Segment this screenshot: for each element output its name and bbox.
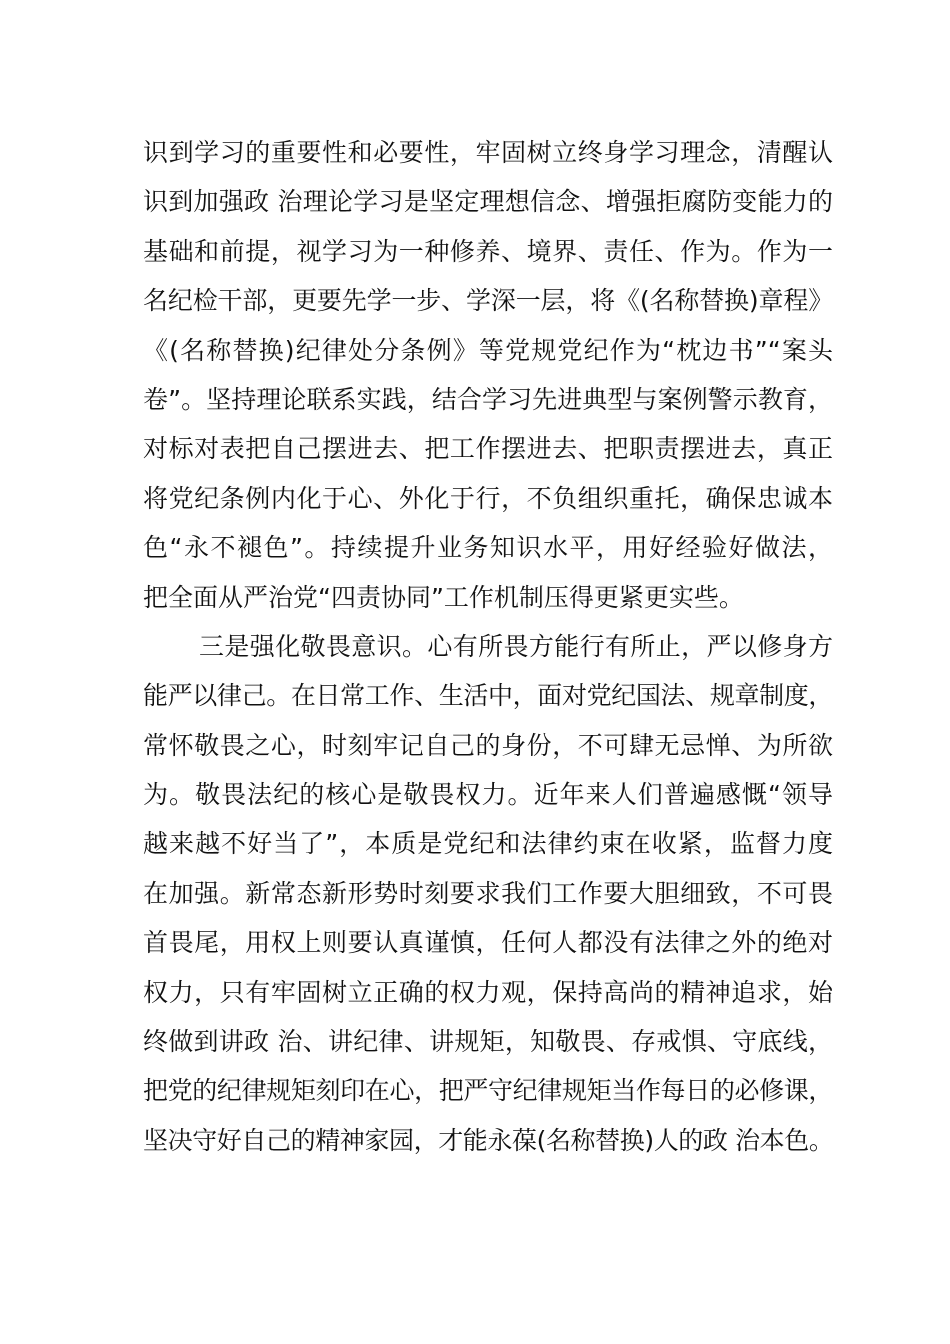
paragraph-three: [143, 622, 833, 1165]
paragraph-continued: [143, 128, 833, 622]
text-line: 坚决守好自己的精神家园，才能永葆(名称替换)人的政 治本色。: [143, 1125, 834, 1155]
text-line: 在加强。新常态新形势时刻要求我们工作要大胆细致，不可畏: [143, 878, 833, 908]
text-line: 常怀敬畏之心，时刻牢记自己的身份，不可肆无忌惮、为所欲: [143, 730, 833, 760]
text-line: 将党纪条例内化于心、外化于行，不负组织重托，确保忠诚本: [143, 483, 833, 513]
text-line: 越来越不好当了”，本质是党纪和法律约束在收紧，监督力度: [143, 829, 833, 859]
text-line: 把党的纪律规矩刻印在心，把严守纪律规矩当作每日的必修课，: [143, 1076, 833, 1106]
document-body: [143, 128, 833, 1165]
text-line: 权力，只有牢固树立正确的权力观，保持高尚的精神追求，始: [143, 977, 833, 1007]
text-line: 色“永不褪色”。持续提升业务知识水平，用好经验好做法，: [143, 533, 833, 563]
text-line: 卷”。坚持理论联系实践，结合学习先进典型与案例警示教育，: [143, 384, 833, 414]
text-line: 终做到讲政 治、讲纪律、讲规矩，知敬畏、存戒惧、守底线，: [143, 1027, 833, 1057]
text-line: 识到学习的重要性和必要性，牢固树立终身学习理念，清醒认: [143, 138, 833, 167]
text-line: 基础和前提，视学习为一种修养、境界、责任、作为。作为一: [143, 236, 833, 266]
text-line: 为。敬畏法纪的核心是敬畏权力。近年来人们普遍感慨“领导: [143, 780, 833, 810]
text-line: 把全面从严治党“四责协同”工作机制压得更紧更实些。: [143, 582, 744, 612]
text-line: 对标对表把自己摆进去、把工作摆进去、把职责摆进去，真正: [143, 434, 833, 464]
text-line: 三是强化敬畏意识。心有所畏方能行有所止，严以修身方: [199, 631, 833, 661]
text-line: 识到加强政 治理论学习是坚定理想信念、增强拒腐防变能力的: [143, 187, 833, 217]
text-line: 《(名称替换)纪律处分条例》等党规党纪作为“枕边书”“案头: [143, 335, 833, 365]
text-line: 能严以律己。在日常工作、生活中，面对党纪国法、规章制度，: [143, 681, 833, 711]
text-line: 名纪检干部，更要先学一步、学深一层，将《(名称替换)章程》: [143, 286, 833, 316]
text-line: 首畏尾，用权上则要认真谨慎，任何人都没有法律之外的绝对: [143, 928, 833, 958]
